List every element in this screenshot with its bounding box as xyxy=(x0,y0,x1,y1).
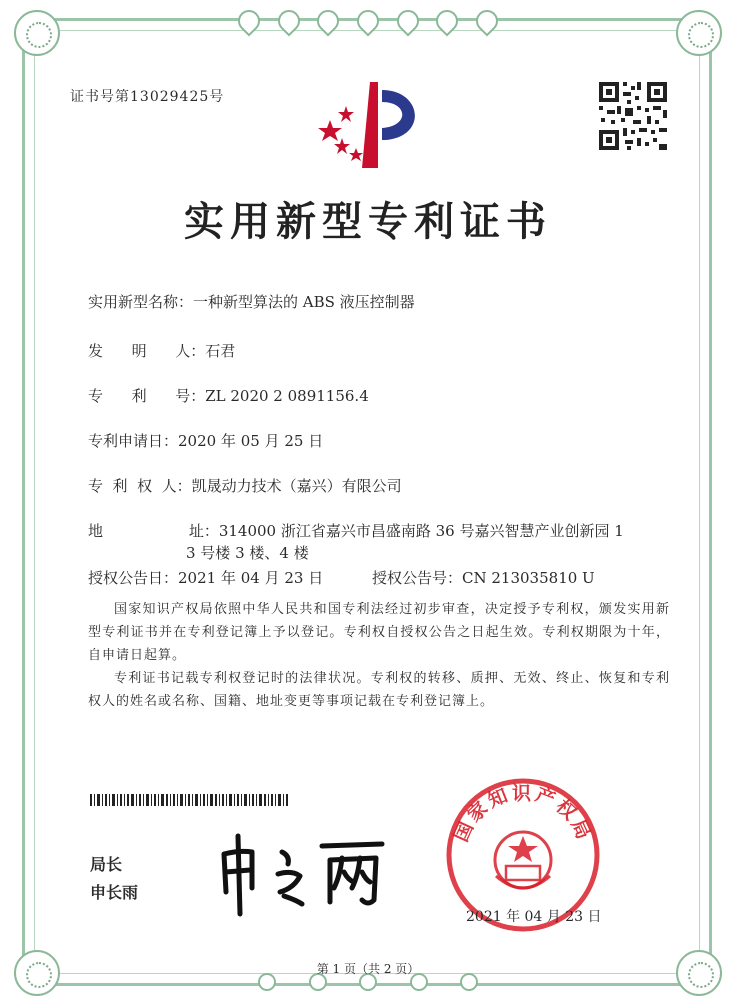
field-inventor xyxy=(88,340,235,361)
field-value: 石君 xyxy=(205,342,236,360)
field-address-line2: 3 号楼 3 楼、4 楼 xyxy=(186,544,309,562)
top-border-ornament xyxy=(238,8,498,34)
field-label: 专 利 权 人： xyxy=(88,477,192,495)
field-label: 专利申请日： xyxy=(88,432,179,450)
field-address xyxy=(88,520,624,541)
field-value: 一种新型算法的 ABS 液压控制器 xyxy=(193,293,415,311)
field-value: ZL 2020 2 0891156.4 xyxy=(205,387,369,405)
statement-paragraph-1: 国家知识产权局依照中华人民共和国专利法经过初步审查，决定授予专利权，颁发实用新型专利证书并在专利登记簿上予以登记。专利权自授权公告之日起生效。专利权期限为十年，自申请日起算。 xyxy=(88,602,670,663)
field-label: 授权公告日： xyxy=(88,569,179,587)
seal-text: 国家知识产权局 xyxy=(450,782,596,846)
certificate-number: 证书号第13029425号 xyxy=(70,89,225,105)
field-label: 发 明 人： xyxy=(88,342,206,360)
field-patent-number xyxy=(88,385,369,406)
field-label: 授权公告号： xyxy=(372,569,463,587)
certificate-statement xyxy=(88,598,670,713)
statement-paragraph-2: 专利证书记载专利权登记时的法律状况。专利权的转移、质押、无效、终止、恢复和专利权人的姓名或名称、国籍、地址变更等事项记载在专利登记簿上。 xyxy=(88,671,670,709)
seal-date: 2021 年 04 月 23 日 xyxy=(466,909,602,925)
field-value: 2021 年 04 月 23 日 xyxy=(178,569,324,587)
field-label: 实用新型名称： xyxy=(88,293,194,311)
field-label: 地 址： xyxy=(88,522,219,540)
director-title: 局长 xyxy=(90,855,123,874)
field-grant-number xyxy=(372,567,595,588)
director-name: 申长雨 xyxy=(90,883,139,902)
certificate-title: 实用新型专利证书 xyxy=(184,198,552,245)
field-patentee xyxy=(88,475,402,496)
field-value: 2020 年 05 月 25 日 xyxy=(178,432,324,450)
corner-ornament-top-left xyxy=(14,10,60,56)
page-indicator: 第 1 页（共 2 页） xyxy=(316,962,420,976)
barcode-icon xyxy=(90,794,290,806)
field-label: 专 利 号： xyxy=(88,387,206,405)
field-value: CN 213035810 U xyxy=(462,569,595,587)
field-filing-date xyxy=(88,430,323,451)
field-utility-model-name xyxy=(88,291,415,312)
field-value: 凯晟动力技术（嘉兴）有限公司 xyxy=(191,477,402,495)
qr-code-icon xyxy=(597,80,669,152)
cnipa-logo-icon xyxy=(312,76,432,172)
field-grant-date xyxy=(88,567,323,588)
corner-ornament-top-right xyxy=(676,10,722,56)
svg-text:国家知识产权局 xyxy=(450,781,596,845)
director-signature xyxy=(218,830,388,920)
field-value: 314000 浙江省嘉兴市昌盛南路 36 号嘉兴智慧产业创新园 1 xyxy=(218,522,624,540)
